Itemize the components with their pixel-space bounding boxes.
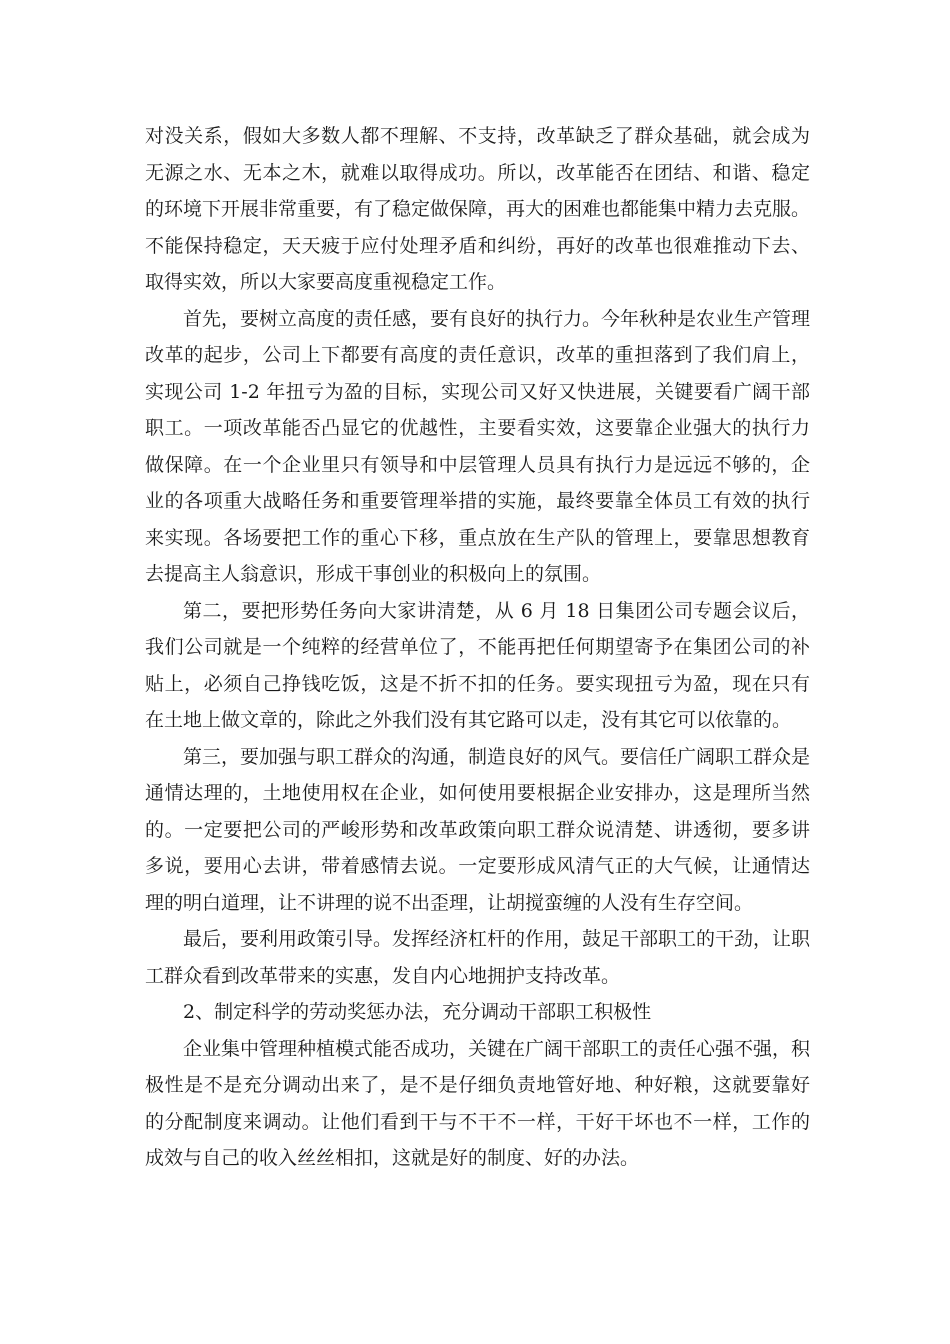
text-line: 极性是不是充分调动出来了，是不是仔细负责地管好地、种好粮，这就要靠好 bbox=[145, 1074, 810, 1096]
text-line: 上，必须自己挣钱吃饭，这是不折不扣的任务。要实现扭亏为盈，现在只有在 bbox=[145, 672, 810, 731]
text-line: 改革的起步，公司上下都要有高度的责任意识，改革的重担落到了我们肩上， bbox=[145, 344, 810, 366]
text-line: 的。一定要把公司的严峻形势和改革政策向职工群众说清楚、讲透彻，要多讲 bbox=[145, 818, 810, 841]
text-line: 多说，要用心去讲，带着感情去说。一定要形成风清气正的大气候，让通情达 bbox=[145, 855, 810, 877]
text-line: 业的各项重大战略任务和重要管理举措的实施，最终要靠全体员工有效的执行 bbox=[145, 490, 810, 512]
text-line: 通情达理的，土地使用权在企业，如何使用要根据企业安排办，这是理所当然 bbox=[145, 782, 810, 804]
text-line: 不能保持稳定，天天疲于应付处理矛盾和纠纷，再好的改革也很难推动下去、 bbox=[145, 234, 810, 257]
paragraph-p5 bbox=[145, 921, 810, 994]
paragraph-p3 bbox=[145, 593, 810, 739]
text-line: 成效与自己的收入丝丝相扣，这就是好的制度、好的办法。 bbox=[145, 1147, 640, 1169]
text-line: 首先，要树立高度的责任感，要有良好的执行力。今年秋种是农业生产管理 bbox=[183, 307, 811, 330]
text-line: 无源之水、无本之木，就难以取得成功。所以，改革能否在团结、和谐、稳定 bbox=[145, 161, 810, 184]
text-line: 对没关系，假如大多数人都不理解、不支持，改革缺乏了群众基础，就会成为 bbox=[145, 125, 810, 147]
paragraph-p7 bbox=[145, 1031, 810, 1177]
text-line: 企业集中管理种植模式能否成功，关键在广阔干部职工的责任心强不强，积 bbox=[183, 1037, 811, 1060]
text-line: 来实现。各场要把工作的重心下移，重点放在生产队的管理上，要靠思想教育 bbox=[145, 526, 810, 549]
text-line: 工群众看到改革带来的实惠，发自内心地拥护支持改革。 bbox=[145, 964, 621, 987]
text-line: 去提高主人翁意识，形成干事创业的积极向上的氛围。 bbox=[145, 563, 602, 585]
text-line: 第二，要把形势任务向大家讲清楚，从 6 月 18 日集团公司专题会议后，我 bbox=[145, 599, 810, 658]
document-body bbox=[145, 118, 810, 1177]
text-line: 第三，要加强与职工群众的沟通，制造良好的风气。要信任广阔职工群众是 bbox=[183, 745, 811, 768]
text-line: 做保障。在一个企业里只有领导和中层管理人员具有执行力是远远不够的，企 bbox=[145, 453, 810, 476]
text-line: 的环境下开展非常重要，有了稳定做保障，再大的困难也都能集中精力去克服。 bbox=[145, 198, 811, 220]
text-line: 实现公司 1-2 年扭亏为盈的目标，实现公司又好又快进展，关键要看广阔干部 bbox=[145, 380, 810, 403]
text-line: 最后，要利用政策引导。发挥经济杠杆的作用，鼓足干部职工的干劲，让职 bbox=[183, 928, 811, 950]
text-line: 土地上做文章的，除此之外我们没有其它路可以走，没有其它可以依靠的。 bbox=[164, 709, 792, 731]
text-line: 取得实效，所以大家要高度重视稳定工作。 bbox=[145, 271, 507, 293]
paragraph-p4 bbox=[145, 739, 810, 922]
text-line: 2、制定科学的劳动奖惩办法，充分调动干部职工积极性 bbox=[183, 1001, 652, 1023]
paragraph-p1 bbox=[145, 118, 810, 301]
text-line: 理的明白道理，让不讲理的说不出歪理，让胡搅蛮缠的人没有生存空间。 bbox=[145, 891, 754, 914]
text-line: 职工。一项改革能否凸显它的优越性，主要看实效，这要靠企业强大的执行力 bbox=[145, 417, 810, 439]
paragraph-p6 bbox=[145, 994, 810, 1031]
text-line: 的分配制度来调动。让他们看到干与不干不一样，干好干坏也不一样，工作的 bbox=[145, 1110, 810, 1133]
text-line: 们公司就是一个纯粹的经营单位了，不能再把任何期望寄予在集团公司的补贴 bbox=[145, 636, 810, 695]
paragraph-p2 bbox=[145, 301, 810, 593]
